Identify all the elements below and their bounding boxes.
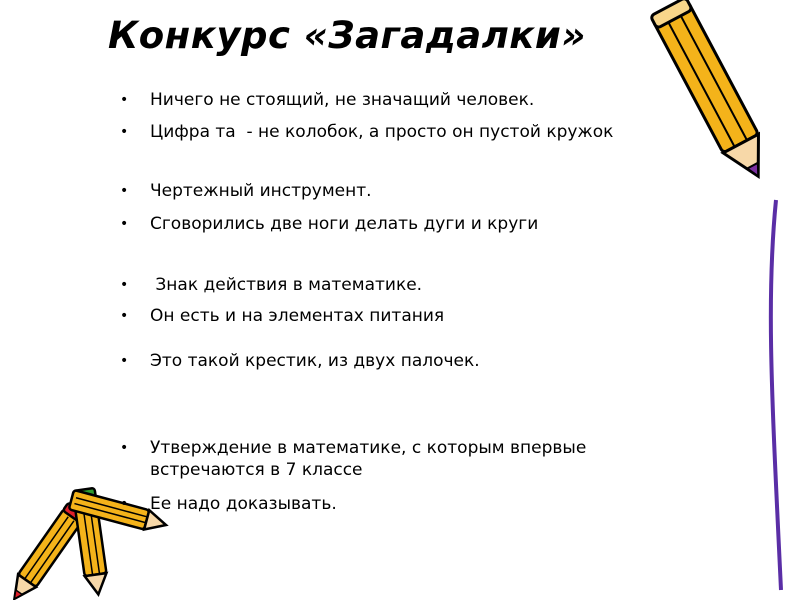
list-item-text: Чертежный инструмент. bbox=[150, 181, 372, 201]
list-item bbox=[120, 89, 700, 111]
list-item-text: Он есть и на элементах питания bbox=[150, 306, 445, 326]
bullet-marker: • bbox=[120, 183, 129, 199]
bullet-marker: • bbox=[120, 308, 129, 324]
list-item-text: Это такой крестик, из двух палочек. bbox=[150, 351, 480, 371]
list-item-text: Ее надо доказывать. bbox=[150, 494, 337, 514]
list-item bbox=[120, 437, 700, 481]
bullet-marker: • bbox=[120, 124, 129, 140]
bullet-marker: • bbox=[120, 440, 129, 456]
slide-title: Конкурс «Загадалки» bbox=[108, 14, 586, 57]
list-item bbox=[120, 350, 700, 372]
list-item-text: Цифра та - не колобок, а просто он пустой кружок bbox=[150, 122, 614, 142]
list-item-text: Знак действия в математике. bbox=[150, 275, 423, 295]
list-item bbox=[120, 305, 700, 327]
bullet-marker: • bbox=[120, 216, 129, 232]
list-item bbox=[120, 213, 700, 235]
list-item-text: Ничего не стоящий, не значащий человек. bbox=[150, 90, 535, 110]
bullet-marker: • bbox=[120, 353, 129, 369]
list-item-text: Сговорились две ноги делать дуги и круги bbox=[150, 214, 539, 234]
list-item-text: Утверждение в математике, с которым впервые встречаются в 7 классе bbox=[150, 438, 592, 480]
list-item bbox=[120, 121, 700, 143]
list-item bbox=[120, 274, 700, 296]
bullet-marker: • bbox=[120, 92, 129, 108]
list-item bbox=[120, 493, 700, 515]
bullet-marker: • bbox=[120, 277, 129, 293]
bullet-marker: • bbox=[120, 496, 129, 512]
list-item bbox=[120, 180, 700, 202]
